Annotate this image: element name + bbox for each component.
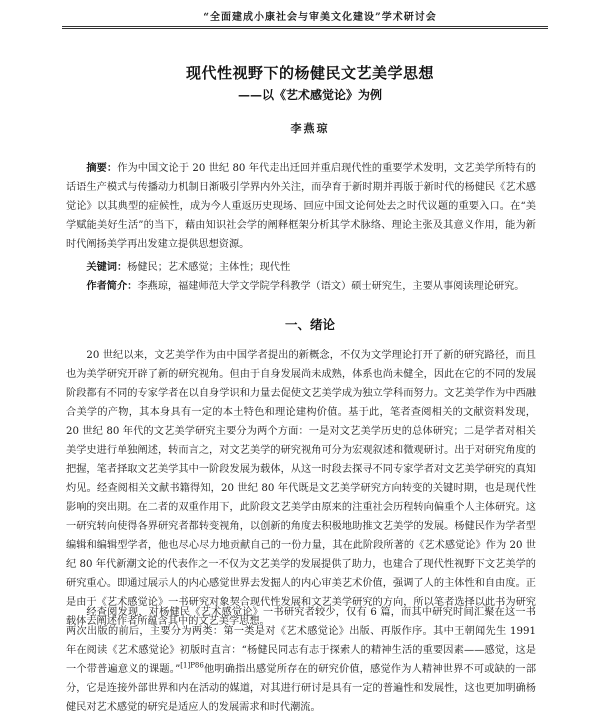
abstract-text: 作为中国文论于 20 世纪 80 年代走出迁回并重启现代性的重要学术发明，文艺美学所特有的话语生产模式与传播动力机制日渐吸引学界内外关注，而孕育于新时期并再版于新时代的杨健民《艺术感觉论》以其典型的症候性，成为今人重返历史现场、回应中国文论何处去之时代议题的重要入口。在“美学赋能美好生活”的当下，藉由知识社会学的阐释框架分析其学术脉络、理论主张及其意义作用，能为新时代阐扬美学再出发建立提供思想资源。 [66,163,536,250]
paper-title: 现代性视野下的杨健民文艺美学思想 [185,64,434,82]
running-head: “全面建成小康社会与审美文化建设”学术研讨会 [203,12,437,23]
author-name: 李燕琼 [290,122,330,135]
paragraph-text [66,603,536,717]
author-info [66,277,536,317]
paper-subtitle: ——以《艺术感觉论》为例 [237,88,382,102]
abstract [66,159,536,259]
author-info-label: 作者简介： [86,280,138,292]
author-info-text: 李燕琼，福建师范大学文学院学科教学（语文）硕士研究生，主要从事阅读理论研究。 [137,281,525,292]
paragraph-text-part: 经查阅发现，对杨健民《艺术感觉论》一书研究者较少，仅有 6 篇，而其中研究时间汇聚在这一书两次出版的前后，主要分为两类：第一类是对《艺术感觉论》出版、再版作序。其中王朝闻先生 1991 年在阅读《艺术感觉论》初版时直言：“杨健民同志有志于探索人的精神生活的重要因素——感觉，这是一个带普遍意义的课题。” [66,607,536,675]
keywords-text: 杨健民；艺术感觉；主体性；现代性 [127,262,291,273]
keywords [66,258,536,278]
citation-marker: [1]P86 [180,661,204,670]
header-rule [62,26,548,27]
section-heading: 一、绪论 [284,317,335,332]
header-rule-double [62,28,548,29]
paragraph-text: 20 世纪以来，文艺美学作为由中国学者提出的新概念，不仅为文学理论打开了新的研究路径，而且也为美学研究开辟了新的研究视角。但由于自身发展尚未成熟，体系也尚未健全，因此在它的不同的发展阶段都有不同的专家学者在以自身学识和力量去促使文艺美学成为独立学科而努力。文艺美学作为中西融合美学的产物，其本身具有一定的本土特色和理论建构价值。基于此，笔者查阅相关的文献资料发现，20 世纪 80 年代的文艺美学研究主要分为两个方面：一是对文艺美学历史的总体研究；二是学者对相关美学史进行单独阐述，转而言之，对文艺美学的研究视角可分为宏观叙述和微观研讨。出于对研究角度的把握，笔者择取文艺美学其中一阶段发展为载体，从这一时段去探寻不同专家学者对文艺美学研究的真知灼见。经查阅相关文献书籍得知，20 世纪 80 年代既是文艺美学研究方向转变的关键时期，也是现代性影响的突出期。在二者的双重作用下，此阶段文艺美学由原来的注重社会历程转向偏重个人主体研究。这一研究转向使得各界研究者都转变视角，以创新的角度去积极地助推文艺美学的发展。杨健民作为学者型编辑和编辑型学者，他也尽心尽力地贡献自己的一份力量，其在此阶段所著的《艺术感觉论》作为 20 世纪 80 年代新潮文论的代表作之一不仅为文艺美学的发展提供了助力，也建合了现代性视野下文艺美学的研究重心。即通过展示人的内心感觉世界去发掘人的内心审美艺术价值，强调了人的主体性和自由度。正是由于《艺术感觉论》一书研究对象契合现代性发展和文艺美学研究的方向，所以笔者选择以此书为研究载体去阐述作者所蕴含其中的文艺美学思想。 [66,350,536,627]
body-paragraph-2 [66,603,537,713]
abstract-label: 摘要： [86,162,118,174]
keywords-label: 关键词： [86,261,128,273]
body-paragraph-1 [66,346,536,627]
paragraph-text-part: 他明确指出感觉所存在的研究价值，感觉作为人精神世界不可或缺的一部分，它是连接外部世界和内在活动的媒道，对其进行研讨是具有一定的普遍性和发展性，这也更加明确杨健民对艺术感觉的研究是适应人的发展需求和时代潮流。 [66,664,537,713]
